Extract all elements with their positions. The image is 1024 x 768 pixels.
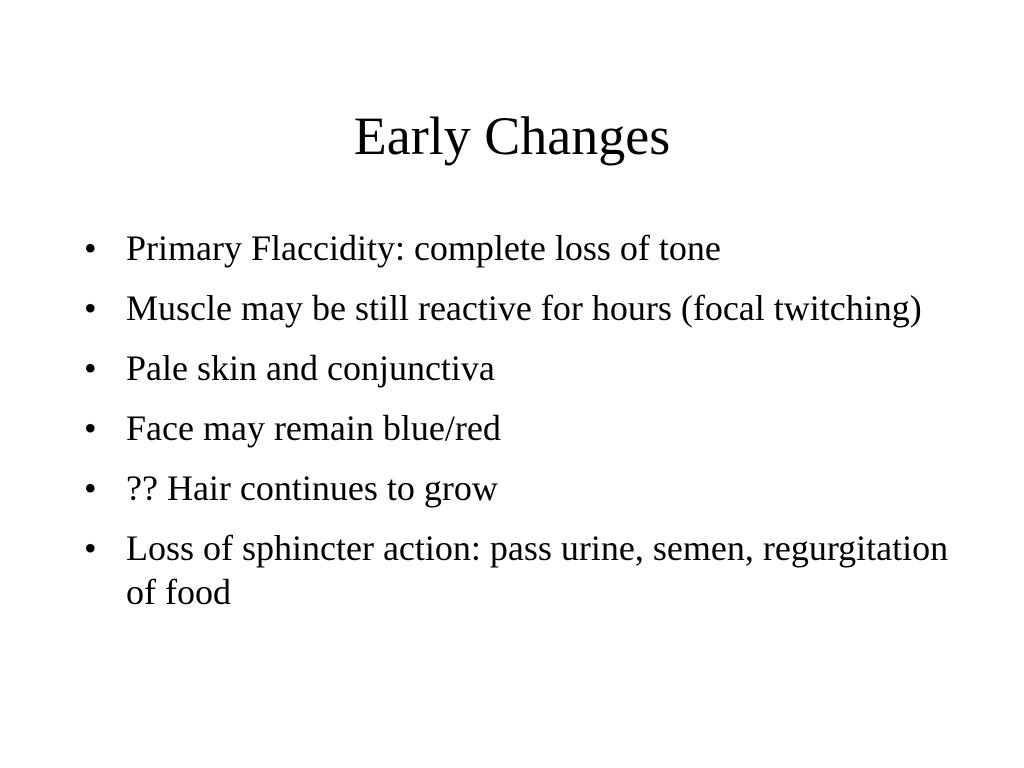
bullet-item-hair-growth bbox=[84, 466, 964, 510]
slide-title: Early Changes bbox=[353, 106, 671, 166]
bullet-text: Face may remain blue/red bbox=[126, 408, 501, 448]
bullet-icon: • bbox=[84, 408, 97, 448]
bullet-item-muscle-reactive bbox=[84, 286, 964, 330]
bullet-text: Loss of sphincter action: pass urine, semen, regurgitation of food bbox=[126, 528, 949, 612]
bullet-icon: • bbox=[84, 288, 97, 328]
bullet-text: ?? Hair continues to grow bbox=[126, 468, 498, 508]
bullet-icon: • bbox=[84, 348, 97, 388]
bullet-icon: • bbox=[84, 228, 97, 268]
bullet-item-pale-skin bbox=[84, 346, 964, 390]
bullet-item-primary-flaccidity bbox=[84, 226, 964, 270]
bullet-text: Primary Flaccidity: complete loss of tone bbox=[126, 228, 721, 268]
bullet-text: Muscle may be still reactive for hours (focal twitching) bbox=[126, 288, 922, 328]
bullet-icon: • bbox=[84, 468, 97, 508]
bullet-item-sphincter-loss bbox=[84, 526, 964, 614]
bullet-item-face-color bbox=[84, 406, 964, 450]
bullet-text: Pale skin and conjunctiva bbox=[126, 348, 495, 388]
bullet-icon: • bbox=[84, 528, 97, 568]
bullet-list bbox=[84, 226, 964, 630]
